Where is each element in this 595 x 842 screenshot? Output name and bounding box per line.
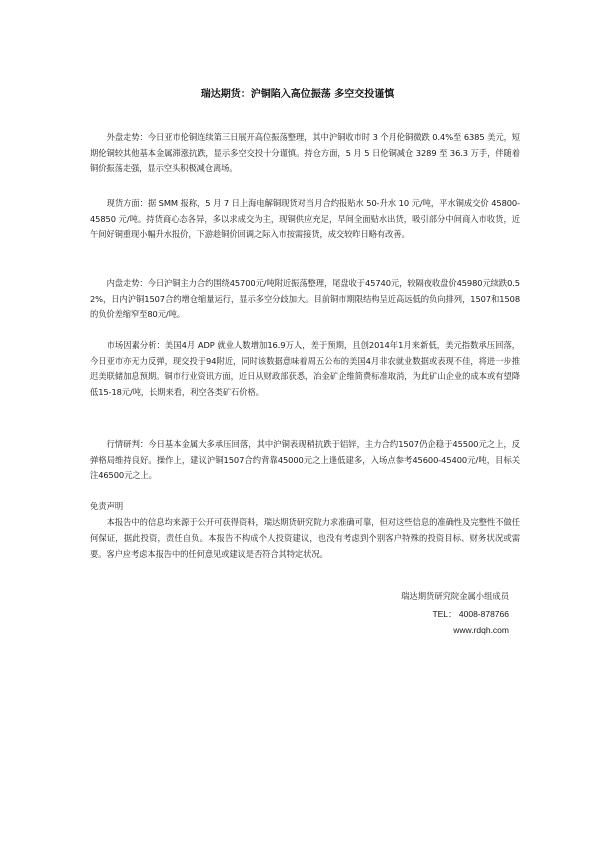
report-title: 瑞达期货：沪铜陷入高位振荡 多空交投谨慎 (200, 89, 395, 100)
disclaimer-heading: 免责声明 (90, 501, 124, 511)
paragraph-market-research: 行情研判：今日基本金属大多承压回落，其中沪铜表现稍抗跌于铝锌，主力合约1507仍企稳于45500元之上，反弹格局维持良好。操作上，建议沪铜1507合约背靠45000元之上逢低建多，入场点参考45600-45400元/吨，目标关注46500元之上。 (90, 439, 520, 481)
paragraph-market-factors: 市场因素分析：美国4月 ADP 就业人数增加16.9万人，差于预期，且创2014年1月来新低，美元指数承压回落，今日亚市亦无力反弹，现交投于94附近，同时该数据意味着周五公布的美国4月非农就业数据或表现不佳，将进一步推迟美联储加息预期。铜市行业资讯方面，近日从财政部获悉，冶金矿企维简费标准取消，为此矿山企业的成本或有望降低15-18元/吨，长期来看，利空各类矿石价格。 (90, 340, 520, 397)
disclaimer-body: 本报告中的信息均来源于公开可获得资料，瑞达期货研究院力求准确可靠，但对这些信息的准确性及完整性不做任何保证，据此投资，责任自负。本报告不构成个人投资建议，也没有考虑到个别客户特殊的投资目标、财务状况或需要。客户应考虑本报告中的任何意见或建议是否符合其特定状况。 (90, 517, 520, 559)
signature-phone: TEL： 4008-878766 (432, 609, 509, 619)
paragraph-inner-market: 内盘走势：今日沪铜主力合约围绕45700元/吨附近振荡整理，尾盘收于45740元，较隔夜收盘价45980元续跌0.52%，日内沪铜1507合约增仓缩量运行，显示多空分歧加大。目前铜市期限结构呈近高远低的负向排列，1507和1508的负价差缩窄至80元/吨。 (90, 278, 520, 320)
paragraph-outer-market: 外盘走势：今日亚市伦铜连续第三日展开高位振荡整理，其中沪铜收市时 3 个月伦铜微跌 0.4%至 6385 美元，短期伦铜较其他基本金属滞涨抗跌，显示多空交投十分谨慎。持仓方面，5 月 5 日伦铜减仓 3289 至 36.3 万手，伴随着铜价振荡走强，显示空头积极减仓离场。 (90, 132, 520, 174)
signature-website: www.rdqh.com (453, 625, 509, 635)
signature-org: 瑞达期货研究院金属小组成员 (401, 591, 509, 601)
paragraph-spot-market: 现货方面：据 SMM 报称，5 月 7 日上海电解铜现货对当月合约报贴水 50-升水 10 元/吨，平水铜成交价 45800-45850 元/吨。持货商心态各异，多以求成交为主，现铜供应充足，早间全面贴水出货，吸引部分中间商入市收货，近午间好铜重现小幅升水报价，下游趁铜价回调之际入市按需接货，成交较昨日略有改善。 (90, 198, 520, 240)
